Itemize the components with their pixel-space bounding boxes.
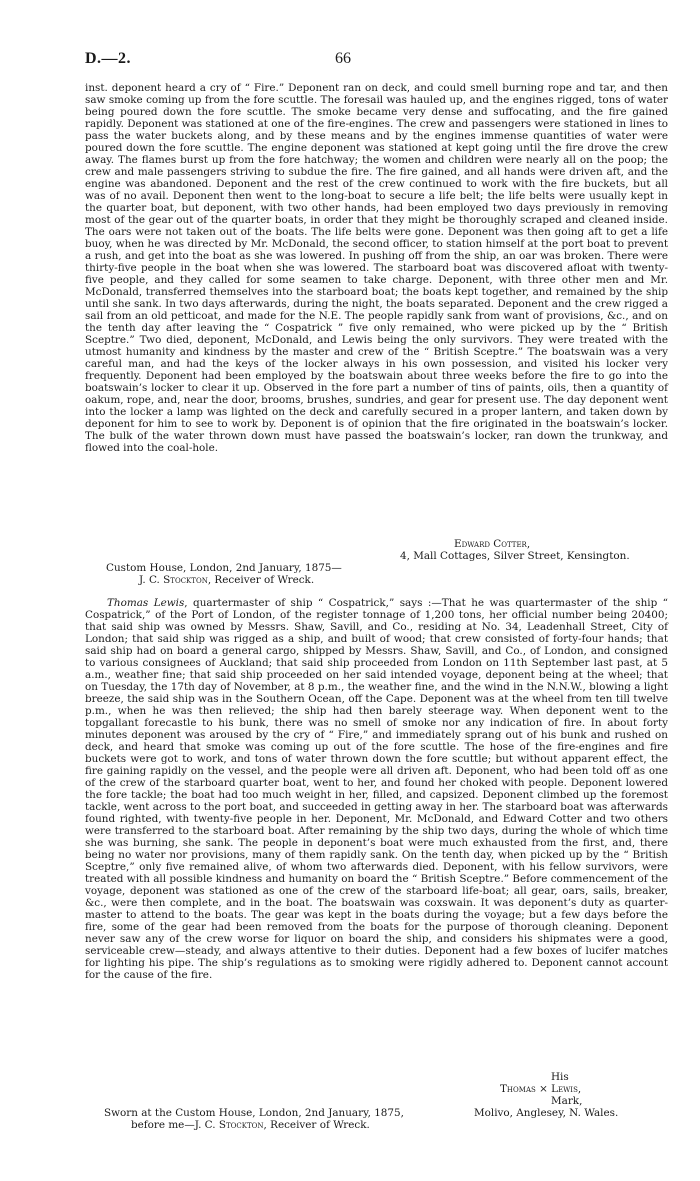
receiver-prefix-lewis: before me—J. C. (131, 1119, 216, 1131)
signature-lewis: Thomas × Lewis, (500, 1083, 582, 1095)
signature-cotter: Edward Cotter, (454, 538, 531, 550)
address-lewis: Molivo, Anglesey, N. Wales. (474, 1107, 619, 1119)
series-label: D.—2. (85, 50, 132, 67)
receiver-officer-lewis: Stockton (218, 1119, 264, 1131)
statement-cotter-paragraph: inst. deponent heard a cry of “ Fire.” Deponent ran on deck, and could smell burning rope and tar, and then saw smoke coming up from the fore scuttle. The foresail was hauled up, and the engines rigged, tons of water being poured down the fore scuttle. The smoke became very dense and suffocating, and the fire gained rapidly. Deponent was stationed at one of the fire-engines. The crew and passengers were stationed in lines to pass the water buckets along, and by these means and by the engines immense quantities of water were poured down the fore scuttle. The engine deponent was stationed at kept going until the fire drove the crew away. The flames burst up from the fore hatchway; the women and children were nearly all on the poop; the crew and male passengers striving to subdue the fire. The fire gained, and all hands were driven aft, and the engine was abandoned. Deponent and the rest of the crew continued to work with the fire buckets, but all was of no avail. Deponent then went to the long-boat to secure a life belt; the life belts were usually kept in the quarter boat, but deponent, with two other hands, had been employed two days previously in removing most of the gear out of the quarter boats, in order that they might be thoroughly scraped and cleaned inside. The oars were not taken out of the boats. The life belts were gone. Deponent was then going aft to get a life buoy, when he was directed by Mr. McDonald, the second officer, to station himself at the port boat to prevent a rush, and get into the boat as she was lowered. In pushing off from the ship, an oar was broken. There were thirty-five people in the boat when she was lowered. The starboard boat was discovered afloat with twenty-five people, and they called for some seamen to take charge. Deponent, with three other men and Mr. McDonald, transferred themselves into the starboard boat; the boats kept together, and remained by the ship until she sank. In two days afterwards, during the night, the boats separated. Deponent and the crew rigged a sail from an old petticoat, and made for the N.E. The people rapidly sank from want of provisions, &c., and on the tenth day after leaving the “ Cospatrick ” five only remained, who were picked up by the “ British Sceptre.” Two died, deponent, McDonald, and Lewis being the only survivors. They were treated with the utmost humanity and kindness by the master and crew of the “ British Sceptre.” The boatswain was a very careful man, and had the keys of the locker always in his own possession, and visited his locker very frequently. Deponent had been employed by the boatswain about three weeks before the fire to go into the boatswain’s locker to clear it up. Observed in the fore part a number of tins of paints, oils, then a quantity of oakum, rope, and, near the door, brooms, brushes, sundries, and gear for present use. The day deponent went into the locker a lamp was lighted on the deck and carefully secured in a proper lantern, and taken down by deponent for him to see to work by. Deponent is of opinion that the fire originated in the boatswain’s locker. The bulk of the water thrown down must have passed the boatswain’s locker, ran down the trunkway, and flowed into the coal-hole. (85, 82, 668, 454)
receiver-suffix: , Receiver of Wreck. (207, 574, 315, 586)
receiver-line-cotter (139, 574, 314, 586)
receiver-officer: Stockton (163, 574, 208, 586)
page-number: 66 (335, 50, 351, 67)
sworn-line-cotter: Custom House, London, 2nd January, 1875— (106, 562, 342, 574)
statement-lewis-paragraph (85, 597, 668, 981)
receiver-suffix-lewis: , Receiver of Wreck. (263, 1119, 370, 1131)
mark-label: Mark, (551, 1095, 583, 1107)
deponent-name-lewis: Thomas Lewis (107, 597, 185, 609)
statement-lewis-body: , quartermaster of ship “ Cospatrick,” says :—That he was quartermaster of the ship “ Cospatrick,” of the Port of London, of the register tonnage of 1,200 tons, her official number being 20400; that said ship was owned by Messrs. Shaw, Savill, and Co., residing at No. 34, Leadenhall Street, City of London; that said ship was rigged as a ship, and built of wood; that crew consisted of forty-four hands; that said ship had on board a general cargo, shipped by Messrs. Shaw, Savill, and Co., of London, and consigned to various consignees of Auckland; that said ship proceeded from London on 11th September last past, at 5 a.m., weather fine; that said ship proceeded on her said intended voyage, deponent being at the wheel; that on Tuesday, the 17th day of November, at 8 p.m., the weather fine, and the wind in the N.N.W., blowing a light breeze, the said ship was in the Southern Ocean, off the Cape. Deponent was at the wheel from ten till twelve p.m., when he was then relieved; the ship had then barely steerage way. When deponent went to the topgallant forecastle to his bunk, there was no smell of smoke nor any indication of fire. In about forty minutes deponent was aroused by the cry of “ Fire,” and immediately sprang out of his bunk and rushed on deck, and heard that smoke was coming up out of the fore scuttle. The hose of the fire-engines and fire buckets were got to work, and tons of water thrown down the fore scuttle; but without apparent effect, the fire gaining rapidly on the vessel, and the people were all driven aft. Deponent, who had been told off as one of the crew of the starboard quarter boat, went to her, and found her choked with people. Deponent lowered the fore tackle; the boat had too much weight in her, filled, and capsized. Deponent climbed up the foremost tackle, went across to the port boat, and succeeded in getting away in her. The starboard boat was afterwards found righted, with twenty-five people in her. Deponent, Mr. McDonald, and Edward Cotter and two others were transferred to the starboard boat. After remaining by the ship two days, during the whole of which time she was burning, she sank. The people in deponent’s boat were much exhausted from the first, and, there being no water nor provisions, many of them rapidly sank. On the tenth day, when picked up by the “ British Sceptre,” only five remained alive, of whom two afterwards died. Deponent, with his fellow survivors, were treated with all possible kindness and humanity on board the “ British Sceptre.” Before commencement of the voyage, deponent was stationed as one of the crew of the starboard life-boat; all gear, oars, sails, breaker, &c., were then complete, and in the boat. The boatswain was coxswain. It was deponent’s duty as quarter-master to attend to the boats. The gear was kept in the boats during the voyage; but a few days before the fire, some of the gear had been removed from the boats for the purpose of thorough cleaning. Deponent never saw any of the crew worse for liquor on board the ship, and considers his shipmates were a good, serviceable crew—steady, and always attentive to their duties. Deponent had a few boxes of lucifer matches for lighting his pipe. The ship’s regulations as to smoking were rigidly adhered to. Deponent cannot account for the cause of the fire. (85, 597, 668, 981)
receiver-prefix: J. C. (139, 574, 160, 586)
mark-his: His (551, 1071, 569, 1083)
sworn-line-lewis: Sworn at the Custom House, London, 2nd January, 1875, (104, 1107, 404, 1119)
receiver-line-lewis (131, 1119, 370, 1131)
address-cotter: 4, Mall Cottages, Silver Street, Kensington. (400, 550, 630, 562)
